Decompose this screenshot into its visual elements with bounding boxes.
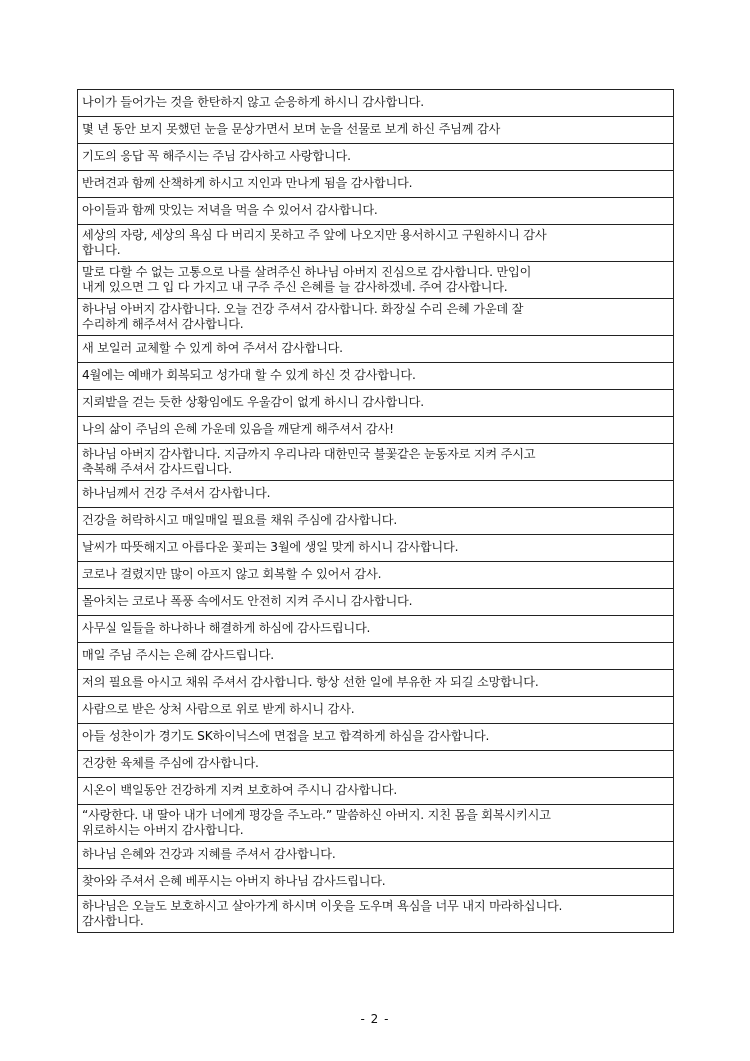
entry-cell: 저의 필요를 아시고 채워 주셔서 감사합니다. 항상 선한 일에 부유한 자 되길 소망합니다. [78,670,674,697]
entry-cell: 사람으로 받은 상처 사람으로 위로 받게 하시니 감사. [78,697,674,724]
entry-cell: 건강을 허락하시고 매일매일 필요를 채워 주심에 감사합니다. [78,508,674,535]
table-row [78,805,674,842]
entry-cell: 세상의 자랑, 세상의 욕심 다 버리지 못하고 주 앞에 나오지만 용서하시고 구원하시니 감사 합니다. [78,225,674,262]
entry-cell: 하나님께서 건강 주셔서 감사합니다. [78,481,674,508]
table-row [78,262,674,299]
table-row [78,117,674,144]
table-row [78,363,674,390]
entry-cell: 찾아와 주셔서 은혜 베푸시는 아버지 하나님 감사드립니다. [78,869,674,896]
entry-cell: “사랑한다. 내 딸아 내가 너에게 평강을 주노라.” 말씀하신 아버지. 지친 몸을 회복시키시고 위로하시는 아버지 감사합니다. [78,805,674,842]
entry-cell: 말로 다할 수 없는 고통으로 나를 살려주신 하나님 아버지 진심으로 감사합니다. 만입이 내게 있으면 그 입 다 가지고 내 구주 주신 은혜를 늘 감사하겠네. 주여 감사합니다. [78,262,674,299]
entry-cell: 나의 삶이 주님의 은혜 가운데 있음을 깨닫게 해주셔서 감사! [78,417,674,444]
entry-cell: 하나님 아버지 감사합니다. 지금까지 우리나라 대한민국 불꽃같은 눈동자로 지켜 주시고 축복해 주셔서 감사드립니다. [78,444,674,481]
table-row [78,842,674,869]
table-row [78,670,674,697]
entry-cell: 날씨가 따뜻해지고 아름다운 꽃피는 3월에 생일 맞게 하시니 감사합니다. [78,535,674,562]
table-row [78,225,674,262]
entry-cell: 새 보일러 교체할 수 있게 하여 주셔서 감사합니다. [78,336,674,363]
entry-cell: 몰아치는 코로나 폭풍 속에서도 안전히 지켜 주시니 감사합니다. [78,589,674,616]
table-row [78,417,674,444]
table-row [78,444,674,481]
table-row [78,724,674,751]
entry-cell: 몇 년 동안 보지 못했던 눈을 문상가면서 보며 눈을 선물로 보게 하신 주님께 감사 [78,117,674,144]
table-row [78,778,674,805]
entry-cell: 4월에는 예배가 회복되고 성가대 할 수 있게 하신 것 감사합니다. [78,363,674,390]
entry-cell: 하나님 은혜와 건강과 지혜를 주셔서 감사합니다. [78,842,674,869]
entry-cell: 아이들과 함께 맛있는 저녁을 먹을 수 있어서 감사합니다. [78,198,674,225]
entry-cell: 하나님 아버지 감사합니다. 오늘 건강 주셔서 감사합니다. 화장실 수리 은혜 가운데 잘 수리하게 해주셔서 감사합니다. [78,299,674,336]
table-row [78,171,674,198]
entry-cell: 아들 성찬이가 경기도 SK하이닉스에 면접을 보고 합격하게 하심을 감사합니다. [78,724,674,751]
entry-cell: 건강한 육체를 주심에 감사합니다. [78,751,674,778]
table-row [78,198,674,225]
table-row [78,589,674,616]
table-row [78,535,674,562]
table-row [78,390,674,417]
entry-cell: 나이가 들어가는 것을 한탄하지 않고 순응하게 하시니 감사합니다. [78,90,674,117]
gratitude-table [77,89,674,933]
table-row [78,562,674,589]
entry-cell: 반려견과 함께 산책하게 하시고 지인과 만나게 됨을 감사합니다. [78,171,674,198]
table-row [78,299,674,336]
table-row [78,508,674,535]
page-number: - 2 - [360,1012,390,1026]
entry-cell: 시온이 백일동안 건강하게 지켜 보호하여 주시니 감사합니다. [78,778,674,805]
table-row [78,896,674,933]
entry-cell: 사무실 일들을 하나하나 해결하게 하심에 감사드립니다. [78,616,674,643]
entry-cell: 하나님은 오늘도 보호하시고 살아가게 하시며 이웃을 도우며 욕심을 너무 내지 마라하십니다. 감사합니다. [78,896,674,933]
table-row [78,336,674,363]
entry-cell: 기도의 응답 꼭 해주시는 주님 감사하고 사랑합니다. [78,144,674,171]
entry-cell: 코로나 걸렸지만 많이 아프지 않고 회복할 수 있어서 감사. [78,562,674,589]
table-row [78,697,674,724]
entry-cell: 지뢰밭을 걷는 듯한 상황임에도 우울감이 없게 하시니 감사합니다. [78,390,674,417]
table-row [78,481,674,508]
table-row [78,144,674,171]
entry-cell: 매일 주님 주시는 은혜 감사드립니다. [78,643,674,670]
table-row [78,616,674,643]
table-row [78,643,674,670]
table-row [78,869,674,896]
table-row [78,90,674,117]
table-row [78,751,674,778]
